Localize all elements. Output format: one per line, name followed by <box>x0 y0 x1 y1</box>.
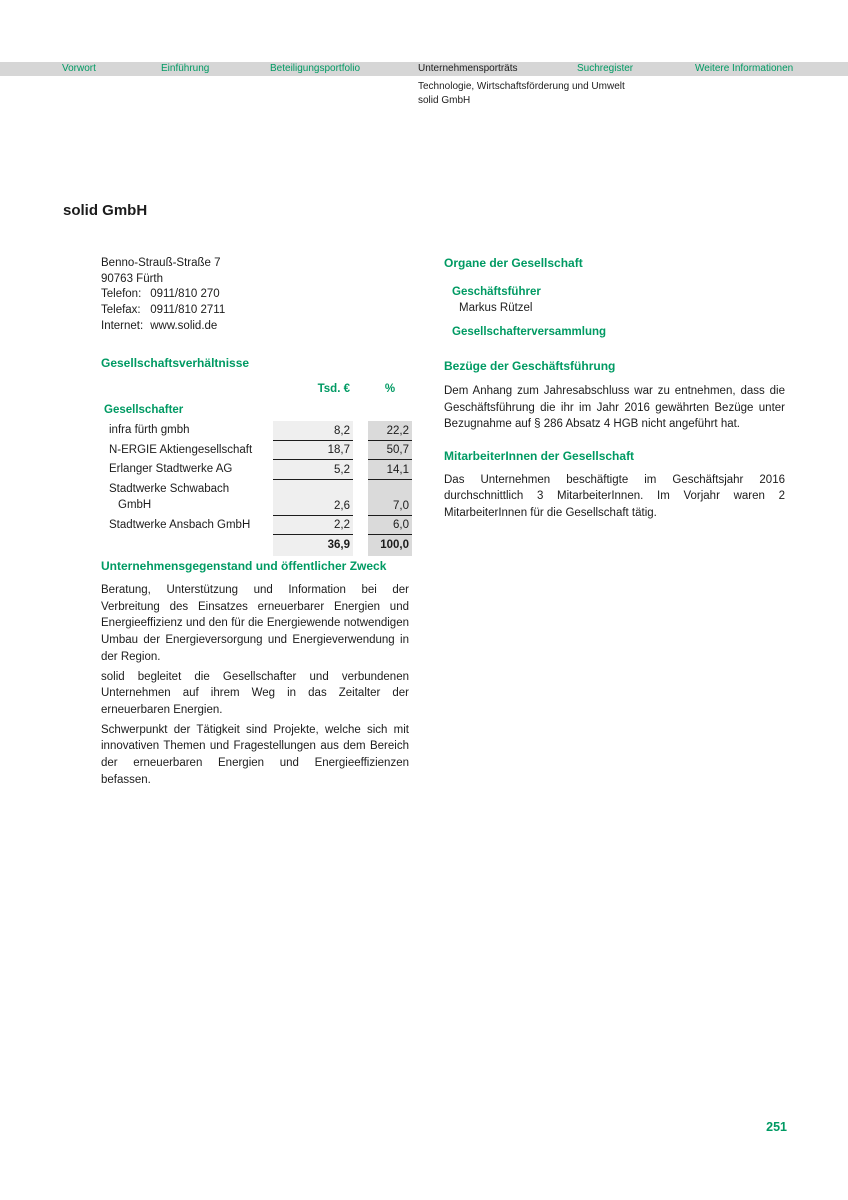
table-cell-tsd: 18,7 <box>273 441 353 461</box>
breadcrumb <box>418 80 625 108</box>
table-cell-pct: 22,2 <box>368 421 412 441</box>
nav-item-suchregister[interactable]: Suchregister <box>577 63 634 74</box>
table-total-pct: 100,0 <box>368 535 412 556</box>
breadcrumb-company: solid GmbH <box>418 95 471 106</box>
internet-value[interactable]: www.solid.de <box>150 319 218 332</box>
internet-label: Internet: <box>101 319 144 332</box>
nav-item-einfuehrung[interactable]: Einführung <box>161 63 210 74</box>
nav-item-unternehmensportraets[interactable]: Unternehmensporträts <box>418 63 518 74</box>
table-cell-pct: 6,0 <box>368 516 412 536</box>
purpose-paragraph-2: solid begleitet die Gesellschafter und verbundenen Unternehmen auf ihrem Weg in das Zeitalter der erneuerbaren Energien. <box>101 670 409 716</box>
phone-value: 0911/810 270 <box>150 288 220 301</box>
nav-item-beteiligungsportfolio[interactable]: Beteiligungsportfolio <box>270 63 361 74</box>
breadcrumb-section: Technologie, Wirtschaftsförderung und Umwelt <box>418 81 625 92</box>
assembly-heading: Gesellschafterversammlung <box>452 326 607 338</box>
table-cell-pct: 14,1 <box>368 460 412 480</box>
table-cell-pct: 7,0 <box>368 480 412 516</box>
top-nav-bar <box>0 62 848 76</box>
manager-heading: Geschäftsführer <box>452 286 541 298</box>
purpose-paragraph-1: Beratung, Unterstützung und Information bei der Verbreitung des Einsatzes erneuerbarer Energien und Energieeffizienz und den für die Energiewende notwendigen Umbau der Energieversorgung und Energieverwendung in der Region. <box>101 584 409 663</box>
purpose-paragraph-3: Schwerpunkt der Tätigkeit sind Projekte, welche sich mit innovativen Themen und Fragestellungen aus dem Bereich der erneuerbaren Energien und Energieeffizienzen befassen. <box>101 723 409 786</box>
nav-item-vorwort[interactable]: Vorwort <box>62 63 96 74</box>
col-header-percent: % <box>384 383 396 395</box>
contact-phone <box>101 287 225 303</box>
table-row-label: Stadtwerke Ansbach GmbH <box>109 518 251 531</box>
address-street: Benno-Strauß-Straße 7 <box>101 257 221 269</box>
nav-item-weitere-informationen[interactable]: Weitere Informationen <box>695 63 794 74</box>
table-row-label: Erlanger Stadtwerke AG <box>109 463 233 475</box>
col-header-tsd-eur: Tsd. € <box>317 383 350 395</box>
fax-label: Telefax: <box>101 304 141 317</box>
contact-fax <box>101 303 225 319</box>
fax-value: 0911/810 2711 <box>150 304 226 317</box>
table-total-tsd: 36,9 <box>273 535 353 556</box>
employees-heading: MitarbeiterInnen der Gesellschaft <box>444 448 635 463</box>
page-number: 251 <box>766 1120 787 1134</box>
employees-text: Das Unternehmen beschäftigte im Geschäftsjahr 2016 durchschnittlich 3 MitarbeiterInnen. Im Vorjahr waren 2 MitarbeiterInnen für die Gesellschaft tätig. <box>444 473 785 519</box>
table-row-label: infra fürth gmbh <box>109 424 190 436</box>
right-column <box>444 256 785 537</box>
contact-internet <box>101 319 225 335</box>
purpose-heading: Unternehmensgegenstand und öffentlicher Zweck <box>101 559 387 573</box>
phone-label: Telefon: <box>101 288 142 301</box>
table-row-label: N-ERGIE Aktiengesellschaft <box>109 443 253 456</box>
address-block <box>101 256 225 335</box>
ownership-heading: Gesellschaftsverhältnisse <box>101 356 250 370</box>
remuneration-text: Dem Anhang zum Jahresabschluss war zu entnehmen, dass die Geschäftsführung die ihr im Jahr 2016 gewährten Bezüge unter Bezugnahme auf § 286 Absatz 4 HGB nicht angeführt hat. <box>444 385 785 430</box>
table-cell-tsd: 5,2 <box>273 460 353 480</box>
table-row-label: Stadtwerke Schwabach GmbH <box>109 482 230 511</box>
ownership-table <box>101 381 412 556</box>
manager-name: Markus Rützel <box>459 302 533 314</box>
purpose-section <box>101 582 409 791</box>
table-cell-tsd: 8,2 <box>273 421 353 441</box>
remuneration-heading: Bezüge der Geschäftsführung <box>444 359 616 373</box>
table-group-label: Gesellschafter <box>104 404 184 416</box>
table-cell-pct: 50,7 <box>368 441 412 461</box>
table-cell-tsd: 2,2 <box>273 516 353 536</box>
organs-heading: Organe der Gesellschaft <box>444 256 583 270</box>
page-title: solid GmbH <box>63 202 148 219</box>
table-cell-tsd: 2,6 <box>273 480 353 516</box>
address-city: 90763 Fürth <box>101 272 164 285</box>
